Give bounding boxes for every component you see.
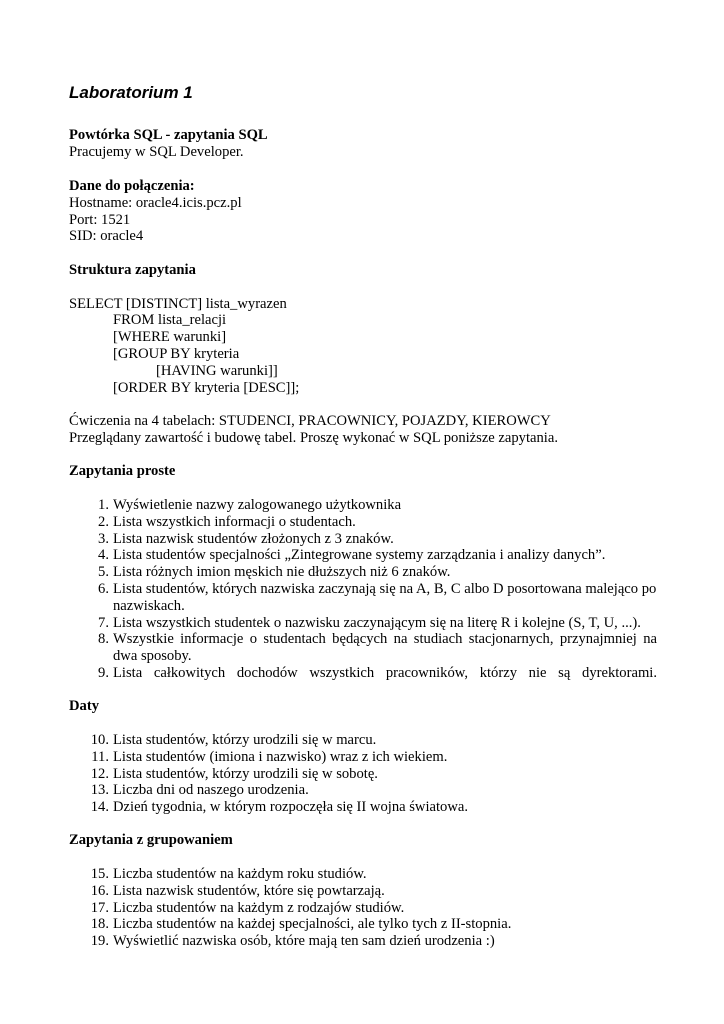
list-item (69, 547, 657, 564)
connection-section (69, 178, 657, 245)
list-item-number: 16. (90, 882, 109, 899)
simple-heading: Zapytania proste (69, 463, 176, 479)
list-item-number: 15. (90, 866, 109, 882)
list-item-text: Lista wszystkich studentek o nazwisku zaczynającym się na literę R i kolejne (S, T, U, ...). (113, 614, 641, 631)
list-item-number: 14. (90, 799, 109, 816)
dates-list (69, 732, 657, 816)
list-item-text: Lista różnych imion męskich nie dłuższych niż 6 znaków. (113, 564, 451, 581)
list-item-number: 19. (90, 933, 109, 950)
exercises-section (69, 413, 657, 447)
list-item-text: Wyświetlenie nazwy zalogowanego użytkownika (113, 497, 402, 513)
connection-port: Port: 1521 (69, 211, 131, 228)
structure-section (69, 262, 657, 396)
list-item-text: Lista studentów (imiona i nazwisko) wraz z ich wiekiem. (113, 748, 448, 765)
list-item-number: 7. (98, 614, 109, 631)
list-item-number: 11. (91, 748, 109, 765)
list-item-number: 4. (98, 547, 109, 564)
list-item (69, 866, 657, 883)
list-item-text: Lista wszystkich informacji o studentach. (113, 513, 356, 530)
connection-hostname: Hostname: oracle4.icis.pcz.pl (69, 194, 242, 211)
list-item-text: Lista studentów specjalności „Zintegrowane systemy zarządzania i analizy danych”. (113, 547, 606, 564)
grouping-heading-block (69, 832, 657, 849)
list-item-text: Wyświetlić nazwiska osób, które mają ten sam dzień urodzenia :) (113, 933, 495, 950)
list-item-text: Liczba studentów na każdym z rodzajów studiów. (113, 899, 405, 916)
list-item-number: 6. (98, 580, 109, 597)
list-item (69, 615, 657, 632)
grouping-list (69, 866, 657, 950)
connection-sid: SID: oracle4 (69, 228, 144, 245)
sql-line-order-by: [ORDER BY kryteria [DESC]]; (113, 379, 300, 396)
list-item-number: 5. (98, 564, 109, 581)
sql-line-having: [HAVING warunki]] (156, 362, 278, 379)
grouping-heading: Zapytania z grupowaniem (69, 832, 233, 848)
list-item-number: 12. (90, 765, 109, 782)
intro-heading: Powtórka SQL - zapytania SQL (69, 127, 268, 143)
list-item (69, 799, 657, 816)
list-item-text: Liczba studentów na każdym roku studiów. (113, 866, 367, 882)
list-item-text: Lista studentów, którzy urodzili się w marcu. (113, 732, 377, 748)
exercises-instructions: Przeglądany zawartość i budowę tabel. Proszę wykonać w SQL poniższe zapytania. (69, 429, 558, 446)
list-item-text: Lista nazwisk studentów, które się powtarzają. (113, 882, 385, 899)
structure-heading: Struktura zapytania (69, 262, 196, 278)
list-item-number: 2. (98, 513, 109, 530)
list-item (69, 883, 657, 900)
list-item-number: 1. (98, 497, 109, 513)
list-item-text: Liczba dni od naszego urodzenia. (113, 782, 309, 799)
list-item (69, 665, 657, 682)
intro-text: Pracujemy w SQL Developer. (69, 143, 244, 160)
list-item-number: 3. (98, 530, 109, 547)
list-item (69, 514, 657, 531)
list-item-number: 13. (90, 782, 109, 799)
list-item (69, 900, 657, 917)
sql-line-group-by: [GROUP BY kryteria (113, 345, 240, 362)
list-item (69, 749, 657, 766)
list-item-text: Wszystkie informacje o studentach będących na studiach stacjonarnych, przynajmniej na dwa sposoby. (113, 631, 657, 665)
list-item-text: Liczba studentów na każdej specjalności, ale tylko tych z II-stopnia. (113, 916, 512, 933)
document-title: Laboratorium 1 (69, 83, 193, 102)
list-item-text: Lista nazwisk studentów złożonych z 3 znaków. (113, 530, 394, 547)
dates-heading-block (69, 698, 657, 715)
structure-spacer (69, 279, 657, 296)
list-item-text: Lista studentów, których nazwiska zaczynają się na A, B, C albo D posortowana malejąco po nazwiskach. (113, 580, 657, 614)
exercises-tables: Ćwiczenia na 4 tabelach: STUDENCI, PRACOWNICY, POJAZDY, KIEROWCY (69, 413, 551, 429)
list-item-number: 18. (90, 916, 109, 933)
sql-line-select: SELECT [DISTINCT] lista_wyrazen (69, 295, 287, 312)
list-item (69, 581, 657, 615)
list-item-number: 17. (90, 899, 109, 916)
simple-list (69, 497, 657, 682)
list-item (69, 766, 657, 783)
list-item (69, 933, 657, 950)
dates-heading: Daty (69, 698, 99, 714)
list-item (69, 497, 657, 514)
list-item-number: 9. (98, 664, 109, 681)
list-item (69, 631, 657, 665)
list-item-text: Dzień tygodnia, w którym rozpoczęła się II wojna światowa. (113, 799, 469, 816)
list-item (69, 732, 657, 749)
list-item-number: 8. (98, 631, 109, 648)
sql-line-from: FROM lista_relacji (113, 312, 227, 329)
list-item (69, 916, 657, 933)
list-item-text: Lista studentów, którzy urodzili się w sobotę. (113, 765, 378, 782)
list-item (69, 531, 657, 548)
list-item-number: 10. (90, 732, 109, 748)
simple-heading-block (69, 463, 657, 480)
sql-line-where: [WHERE warunki] (113, 329, 227, 346)
list-item (69, 782, 657, 799)
list-item-text: Lista całkowitych dochodów wszystkich pracowników, którzy nie są dyrektorami. (113, 664, 657, 681)
connection-heading: Dane do połączenia: (69, 178, 195, 194)
intro-section (69, 127, 657, 161)
list-item (69, 564, 657, 581)
